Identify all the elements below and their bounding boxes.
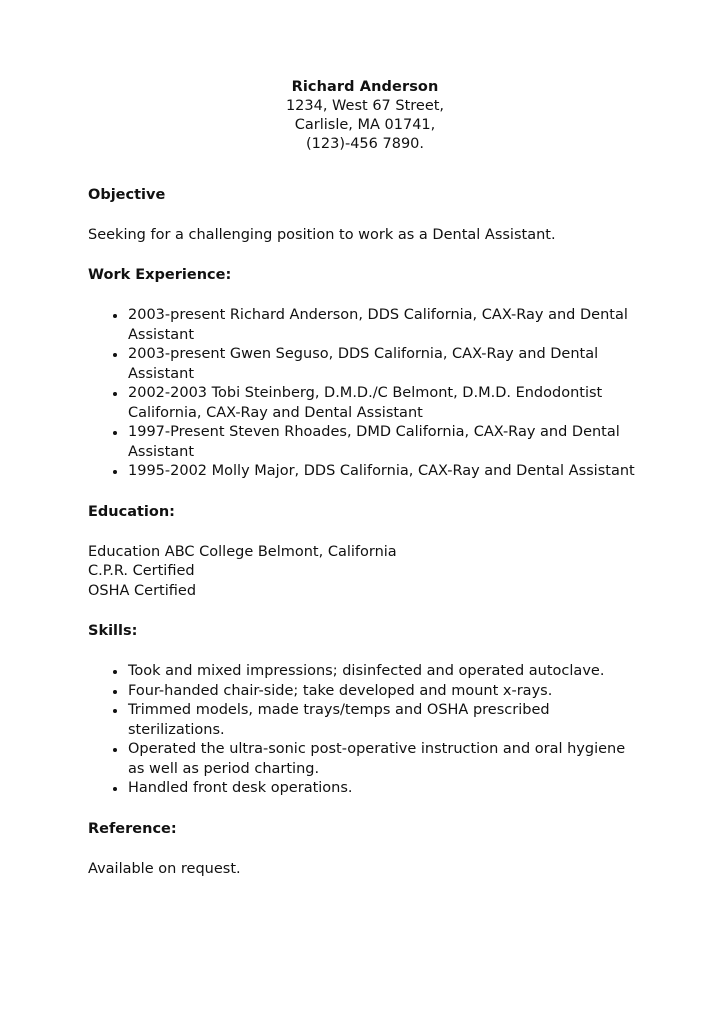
section-skills xyxy=(88,622,642,799)
section-education xyxy=(88,503,642,602)
objective-heading: Objective xyxy=(88,187,166,203)
work-experience-list xyxy=(88,306,642,482)
list-item: Four-handed chair-side; take developed and mount x-rays. xyxy=(88,682,642,702)
spacer xyxy=(88,154,642,186)
spacer xyxy=(88,482,642,503)
education-line: Education ABC College Belmont, California xyxy=(88,543,397,560)
education-line: C.P.R. Certified xyxy=(88,563,195,579)
spacer xyxy=(88,245,642,266)
education-line: OSHA Certified xyxy=(88,582,197,599)
education-heading: Education: xyxy=(88,503,175,520)
list-item: Operated the ultra-sonic post-operative instruction and oral hygiene as well as period charting. xyxy=(88,740,642,779)
phone-number: (123)-456 7890. xyxy=(305,136,425,152)
section-work-experience xyxy=(88,266,642,482)
list-item: 1995-2002 Molly Major, DDS California, CAX-Ray and Dental Assistant xyxy=(88,462,642,482)
address-line-2: Carlisle, MA 01741, xyxy=(294,117,436,133)
skills-list xyxy=(88,662,642,799)
spacer xyxy=(88,839,642,860)
spacer xyxy=(88,522,642,543)
list-item: Trimmed models, made trays/temps and OSHA prescribed sterilizations. xyxy=(88,701,642,740)
list-item: 1997-Present Steven Rhoades, DMD California, CAX-Ray and Dental Assistant xyxy=(88,423,642,462)
list-item: Took and mixed impressions; disinfected and operated autoclave. xyxy=(88,662,642,682)
education-lines xyxy=(88,543,642,602)
spacer xyxy=(88,799,642,820)
spacer xyxy=(88,285,642,306)
objective-text: Seeking for a challenging position to work as a Dental Assistant. xyxy=(88,227,556,243)
resume-header xyxy=(88,78,642,154)
spacer xyxy=(88,205,642,226)
spacer xyxy=(88,641,642,662)
list-item: 2003-present Gwen Seguso, DDS California, CAX-Ray and Dental Assistant xyxy=(88,345,642,384)
work-experience-heading: Work Experience: xyxy=(88,267,232,283)
reference-text: Available on request. xyxy=(88,860,241,877)
candidate-name: Richard Anderson xyxy=(291,79,439,95)
list-item: 2003-present Richard Anderson, DDS California, CAX-Ray and Dental Assistant xyxy=(88,306,642,345)
spacer xyxy=(88,601,642,622)
section-reference xyxy=(88,820,642,879)
list-item: 2002-2003 Tobi Steinberg, D.M.D./C Belmont, D.M.D. Endodontist California, CAX-Ray and Dental Assistant xyxy=(88,384,642,423)
section-objective xyxy=(88,186,642,245)
reference-heading: Reference: xyxy=(88,820,177,837)
skills-heading: Skills: xyxy=(88,623,138,639)
list-item: Handled front desk operations. xyxy=(88,779,642,799)
address-line-1: 1234, West 67 Street, xyxy=(285,98,445,114)
